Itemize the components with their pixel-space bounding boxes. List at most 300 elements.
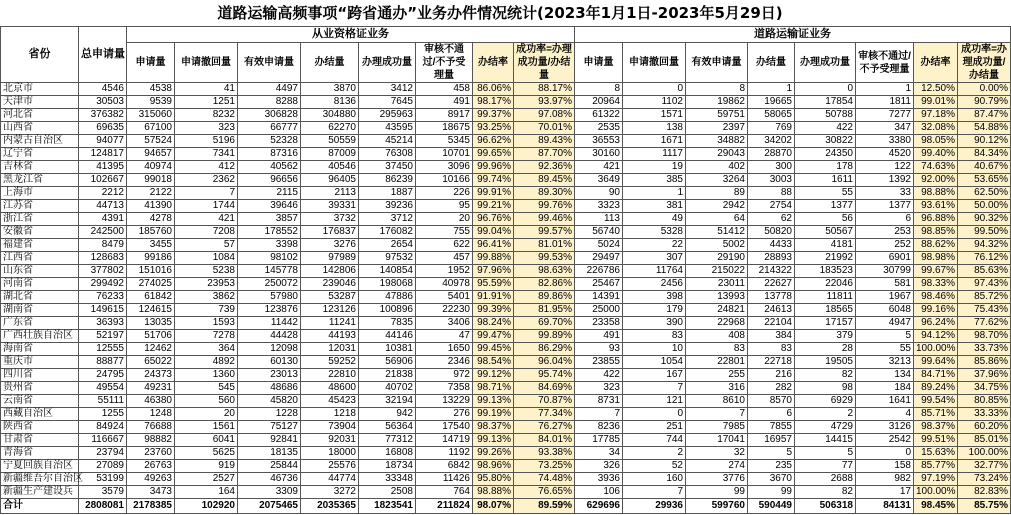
value-cell: 12555: [79, 343, 127, 356]
value-cell: 13778: [748, 291, 795, 304]
value-cell: 6929: [795, 395, 856, 408]
value-cell: 1571: [623, 109, 686, 122]
table-row: [1, 317, 1011, 330]
value-cell: 98: [795, 382, 856, 395]
value-cell: 98.63%: [514, 265, 575, 278]
value-cell: 99.65%: [473, 148, 514, 161]
value-cell: 74.48%: [514, 473, 575, 486]
value-cell: 98.24%: [473, 317, 514, 330]
value-cell: 88.17%: [514, 83, 575, 96]
value-cell: 84.01%: [514, 434, 575, 447]
value-cell: 46380: [127, 395, 175, 408]
value-cell: 22: [623, 239, 686, 252]
value-cell: 19505: [795, 356, 856, 369]
value-cell: 59252: [301, 356, 359, 369]
value-cell: 1744: [175, 200, 238, 213]
table-row: [1, 213, 1011, 226]
value-cell: 89.43%: [514, 135, 575, 148]
value-cell: 581: [856, 278, 914, 291]
value-cell: 18565: [795, 304, 856, 317]
column-header: 申请量: [127, 43, 175, 83]
value-cell: 30160: [575, 148, 623, 161]
table-row: [1, 486, 1011, 499]
value-cell: 99.39%: [473, 304, 514, 317]
value-cell: 4433: [748, 239, 795, 252]
value-cell: 84131: [856, 499, 914, 514]
value-cell: 99.13%: [473, 434, 514, 447]
value-cell: 6901: [856, 252, 914, 265]
value-cell: 18734: [359, 460, 416, 473]
value-cell: 83: [748, 343, 795, 356]
value-cell: 39331: [301, 200, 359, 213]
value-cell: 1054: [623, 356, 686, 369]
value-cell: 235: [748, 460, 795, 473]
value-cell: 2397: [686, 122, 748, 135]
value-cell: 98.05%: [914, 135, 958, 148]
value-cell: 100.00%: [914, 486, 958, 499]
value-cell: 19665: [748, 96, 795, 109]
value-cell: 242500: [79, 226, 127, 239]
value-cell: 2754: [748, 200, 795, 213]
value-cell: 7277: [856, 109, 914, 122]
value-cell: 65022: [127, 356, 175, 369]
value-cell: 138: [623, 122, 686, 135]
value-cell: 90.79%: [958, 96, 1011, 109]
value-cell: 364: [175, 343, 238, 356]
value-cell: 919: [175, 460, 238, 473]
table-row: [1, 135, 1011, 148]
value-cell: 347: [856, 122, 914, 135]
value-cell: 50788: [795, 109, 856, 122]
province-cell: 河南省: [1, 278, 79, 291]
value-cell: 84.71%: [914, 369, 958, 382]
value-cell: 0.00%: [958, 83, 1011, 96]
value-cell: 24613: [748, 304, 795, 317]
value-cell: 744: [623, 434, 686, 447]
province-cell: 天津市: [1, 96, 79, 109]
value-cell: 8: [686, 83, 748, 96]
value-cell: 76688: [127, 421, 175, 434]
value-cell: 1084: [175, 252, 238, 265]
value-cell: 421: [175, 213, 238, 226]
province-cell: 新疆生产建设兵: [1, 486, 79, 499]
value-cell: 29497: [575, 252, 623, 265]
value-cell: 2688: [795, 473, 856, 486]
value-cell: 98882: [127, 434, 175, 447]
column-header: 成功率=办理成功量/办结量: [514, 43, 575, 83]
value-cell: 30503: [79, 96, 127, 109]
value-cell: 1671: [623, 135, 686, 148]
value-cell: 85.01%: [958, 434, 1011, 447]
table-row: [1, 447, 1011, 460]
value-cell: 167: [623, 369, 686, 382]
value-cell: 1823541: [359, 499, 416, 514]
value-cell: 84924: [79, 421, 127, 434]
value-cell: 47: [416, 330, 473, 343]
table-row: [1, 395, 1011, 408]
value-cell: 7: [175, 187, 238, 200]
value-cell: 86.29%: [514, 343, 575, 356]
value-cell: 73.24%: [958, 473, 1011, 486]
value-cell: 17157: [795, 317, 856, 330]
value-cell: 24821: [686, 304, 748, 317]
table-row: [1, 369, 1011, 382]
value-cell: 1218: [301, 408, 359, 421]
value-cell: 48686: [238, 382, 301, 395]
value-cell: 45820: [238, 395, 301, 408]
value-cell: 8288: [238, 96, 301, 109]
value-cell: 87.70%: [514, 148, 575, 161]
value-cell: 755: [416, 226, 473, 239]
value-cell: 1593: [175, 317, 238, 330]
value-cell: 1811: [856, 96, 914, 109]
value-cell: 282: [748, 382, 795, 395]
value-cell: 75.43%: [958, 304, 1011, 317]
value-cell: 98.07%: [473, 499, 514, 514]
value-cell: 23953: [175, 278, 238, 291]
value-cell: 98.71%: [473, 382, 514, 395]
value-cell: 88.62%: [914, 239, 958, 252]
value-cell: 3579: [79, 486, 127, 499]
table-row: [1, 473, 1011, 486]
province-cell: 新疆维吾尔自治区: [1, 473, 79, 486]
value-cell: 1392: [856, 174, 914, 187]
value-cell: 4181: [795, 239, 856, 252]
value-cell: 183523: [795, 265, 856, 278]
value-cell: 299492: [79, 278, 127, 291]
table-row: [1, 434, 1011, 447]
value-cell: 82: [795, 369, 856, 382]
value-cell: 381: [623, 200, 686, 213]
value-cell: 5: [856, 330, 914, 343]
value-cell: 0: [856, 447, 914, 460]
column-header: 审核不通过/不予受理量: [416, 43, 473, 83]
value-cell: 2527: [175, 473, 238, 486]
province-cell: 甘肃省: [1, 434, 79, 447]
value-cell: 90: [575, 187, 623, 200]
province-cell: 四川省: [1, 369, 79, 382]
value-cell: 60130: [238, 356, 301, 369]
value-cell: 251: [623, 421, 686, 434]
value-cell: 982: [856, 473, 914, 486]
value-cell: 87.47%: [958, 109, 1011, 122]
table-row: [1, 252, 1011, 265]
table-row: [1, 356, 1011, 369]
value-cell: 25576: [301, 460, 359, 473]
value-cell: 1: [748, 83, 795, 96]
value-cell: 97.18%: [914, 109, 958, 122]
value-cell: 622: [416, 239, 473, 252]
value-cell: 56: [795, 213, 856, 226]
value-cell: 226: [416, 187, 473, 200]
value-cell: 96.62%: [473, 135, 514, 148]
province-cell: 贵州省: [1, 382, 79, 395]
value-cell: 24795: [79, 369, 127, 382]
value-cell: 99.13%: [473, 395, 514, 408]
value-cell: 176082: [359, 226, 416, 239]
value-cell: 377802: [79, 265, 127, 278]
value-cell: 7: [575, 408, 623, 421]
value-cell: 96.41%: [473, 239, 514, 252]
value-cell: 3309: [238, 486, 301, 499]
value-cell: 93.25%: [473, 122, 514, 135]
value-cell: 145778: [238, 265, 301, 278]
value-cell: 96.04%: [514, 356, 575, 369]
value-cell: 7985: [686, 421, 748, 434]
value-cell: 23358: [575, 317, 623, 330]
header-group-row: [1, 27, 1011, 43]
value-cell: 99: [686, 486, 748, 499]
value-cell: 29936: [623, 499, 686, 514]
value-cell: 11426: [416, 473, 473, 486]
value-cell: 12031: [301, 343, 359, 356]
value-cell: 91.91%: [473, 291, 514, 304]
value-cell: 34202: [748, 135, 795, 148]
column-header: 申请撤回量: [623, 43, 686, 83]
value-cell: 49263: [127, 473, 175, 486]
column-header: 有效申请量: [686, 43, 748, 83]
value-cell: 164: [175, 486, 238, 499]
table-row: [1, 278, 1011, 291]
value-cell: 276: [416, 408, 473, 421]
value-cell: 51412: [686, 226, 748, 239]
value-cell: 1117: [623, 148, 686, 161]
value-cell: 179: [623, 304, 686, 317]
value-cell: 97.96%: [473, 265, 514, 278]
value-cell: 7: [623, 486, 686, 499]
value-cell: 99.16%: [914, 304, 958, 317]
value-cell: 73904: [301, 421, 359, 434]
value-cell: 2178385: [127, 499, 175, 514]
value-cell: 17785: [575, 434, 623, 447]
value-cell: 178: [795, 161, 856, 174]
value-cell: 6842: [416, 460, 473, 473]
value-cell: 5625: [175, 447, 238, 460]
column-header: 办结率: [473, 43, 514, 83]
value-cell: 4947: [856, 317, 914, 330]
value-cell: 50.00%: [958, 200, 1011, 213]
value-cell: 25467: [575, 278, 623, 291]
value-cell: 24350: [795, 148, 856, 161]
value-cell: 99.89%: [514, 330, 575, 343]
value-cell: 4538: [127, 83, 175, 96]
value-cell: 85.63%: [958, 265, 1011, 278]
value-cell: 32: [686, 447, 748, 460]
province-cell: 湖北省: [1, 291, 79, 304]
province-cell: 合计: [1, 499, 79, 514]
value-cell: 769: [748, 122, 795, 135]
value-cell: 306828: [238, 109, 301, 122]
value-cell: 122: [856, 161, 914, 174]
value-cell: 62: [748, 213, 795, 226]
value-cell: 46736: [238, 473, 301, 486]
value-cell: 4546: [79, 83, 127, 96]
value-cell: 458: [416, 83, 473, 96]
table-row: [1, 421, 1011, 434]
value-cell: 18135: [238, 447, 301, 460]
table-row: [1, 239, 1011, 252]
value-cell: 99.04%: [473, 226, 514, 239]
value-cell: 8731: [575, 395, 623, 408]
value-cell: 45214: [359, 135, 416, 148]
province-cell: 北京市: [1, 83, 79, 96]
value-cell: 5345: [416, 135, 473, 148]
value-cell: 39236: [359, 200, 416, 213]
value-cell: 13229: [416, 395, 473, 408]
province-cell: 广东省: [1, 317, 79, 330]
value-cell: 128683: [79, 252, 127, 265]
value-cell: 89.24%: [914, 382, 958, 395]
value-cell: 5196: [175, 135, 238, 148]
value-cell: 56740: [575, 226, 623, 239]
value-cell: 89.59%: [514, 499, 575, 514]
value-cell: 98.17%: [473, 96, 514, 109]
value-cell: 40974: [127, 161, 175, 174]
value-cell: 491: [575, 330, 623, 343]
value-cell: 40546: [301, 161, 359, 174]
value-cell: 1611: [795, 174, 856, 187]
value-cell: 60.20%: [958, 421, 1011, 434]
value-cell: 8236: [575, 421, 623, 434]
value-cell: 77.34%: [514, 408, 575, 421]
value-cell: 376382: [79, 109, 127, 122]
value-cell: 25000: [575, 304, 623, 317]
value-cell: 90.12%: [958, 135, 1011, 148]
value-cell: 33.73%: [958, 343, 1011, 356]
value-cell: 50559: [301, 135, 359, 148]
value-cell: 11241: [301, 317, 359, 330]
value-cell: 22801: [686, 356, 748, 369]
value-cell: 82.86%: [514, 278, 575, 291]
value-cell: 84.34%: [958, 148, 1011, 161]
value-cell: 15.63%: [914, 447, 958, 460]
value-cell: 76233: [79, 291, 127, 304]
province-cell: 陕西省: [1, 421, 79, 434]
province-cell: 内蒙古自治区: [1, 135, 79, 148]
value-cell: 5401: [416, 291, 473, 304]
value-cell: 53199: [79, 473, 127, 486]
value-cell: 32.08%: [914, 122, 958, 135]
province-cell: 云南省: [1, 395, 79, 408]
value-cell: 12.50%: [914, 83, 958, 96]
value-cell: 560: [175, 395, 238, 408]
value-cell: 22104: [748, 317, 795, 330]
value-cell: 2122: [127, 187, 175, 200]
value-cell: 6: [856, 213, 914, 226]
value-cell: 2115: [238, 187, 301, 200]
value-cell: 95.80%: [473, 473, 514, 486]
value-cell: 9539: [127, 96, 175, 109]
value-cell: 70.01%: [514, 122, 575, 135]
value-cell: 23794: [79, 447, 127, 460]
value-cell: 99018: [127, 174, 175, 187]
value-cell: 1: [856, 83, 914, 96]
value-cell: 30799: [856, 265, 914, 278]
value-cell: 1650: [416, 343, 473, 356]
value-cell: 545: [175, 382, 238, 395]
value-cell: 89.30%: [514, 187, 575, 200]
header-total-apps: 总申请量: [79, 27, 127, 83]
value-cell: 316: [686, 382, 748, 395]
value-cell: 98.37%: [473, 421, 514, 434]
value-cell: 52197: [79, 330, 127, 343]
value-cell: 5: [795, 447, 856, 460]
value-cell: 7278: [175, 330, 238, 343]
value-cell: 98.70%: [958, 330, 1011, 343]
value-cell: 85.72%: [958, 291, 1011, 304]
province-cell: 福建省: [1, 239, 79, 252]
province-cell: 湖南省: [1, 304, 79, 317]
value-cell: 629696: [575, 499, 623, 514]
value-cell: 4497: [238, 83, 301, 96]
value-cell: 22627: [748, 278, 795, 291]
value-cell: 3455: [127, 239, 175, 252]
value-cell: 214322: [748, 265, 795, 278]
value-cell: 81.01%: [514, 239, 575, 252]
value-cell: 76308: [359, 148, 416, 161]
value-cell: 95: [416, 200, 473, 213]
table-row: [1, 382, 1011, 395]
value-cell: 3213: [856, 356, 914, 369]
table-row: [1, 96, 1011, 109]
value-cell: 94.12%: [914, 330, 958, 343]
value-cell: 99.37%: [473, 109, 514, 122]
value-cell: 17: [856, 486, 914, 499]
value-cell: 10701: [416, 148, 473, 161]
value-cell: 98102: [238, 252, 301, 265]
value-cell: 3862: [175, 291, 238, 304]
value-cell: 55111: [79, 395, 127, 408]
value-cell: 3398: [238, 239, 301, 252]
value-cell: 85.71%: [914, 408, 958, 421]
value-cell: 1561: [175, 421, 238, 434]
value-cell: 82.83%: [958, 486, 1011, 499]
value-cell: 239046: [301, 278, 359, 291]
province-cell: 海南省: [1, 343, 79, 356]
value-cell: 99.54%: [914, 395, 958, 408]
value-cell: 6041: [175, 434, 238, 447]
value-cell: 97.19%: [914, 473, 958, 486]
value-cell: 98.88%: [914, 187, 958, 200]
value-cell: 75127: [238, 421, 301, 434]
value-cell: 255: [686, 369, 748, 382]
value-cell: 44146: [359, 330, 416, 343]
value-cell: 6: [748, 408, 795, 421]
value-cell: 3380: [856, 135, 914, 148]
value-cell: 58065: [748, 109, 795, 122]
value-cell: 98.54%: [473, 356, 514, 369]
value-cell: 253: [856, 226, 914, 239]
value-cell: 40702: [359, 382, 416, 395]
value-cell: 96.88%: [914, 213, 958, 226]
value-cell: 87009: [301, 148, 359, 161]
value-cell: 1952: [416, 265, 473, 278]
column-header: 办结量: [301, 43, 359, 83]
value-cell: 1967: [856, 291, 914, 304]
value-cell: 2508: [359, 486, 416, 499]
value-cell: 40562: [238, 161, 301, 174]
province-cell: 山东省: [1, 265, 79, 278]
value-cell: 491: [416, 96, 473, 109]
value-cell: 1255: [79, 408, 127, 421]
value-cell: 98.46%: [914, 291, 958, 304]
value-cell: 384: [748, 330, 795, 343]
value-cell: 80.85%: [958, 395, 1011, 408]
value-cell: 27089: [79, 460, 127, 473]
value-cell: 5024: [575, 239, 623, 252]
value-cell: 85.86%: [958, 356, 1011, 369]
value-cell: 304880: [301, 109, 359, 122]
